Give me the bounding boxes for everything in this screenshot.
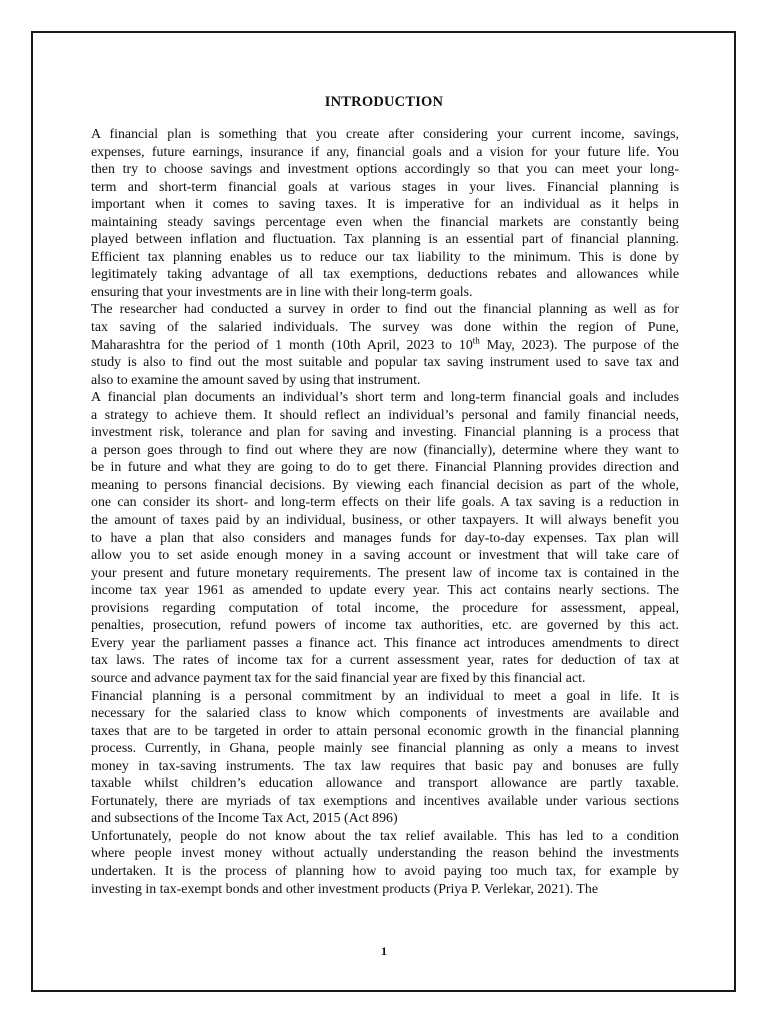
text-line: Unfortunately, people do not know about the tax relief available. This has led to a condition <box>91 828 679 844</box>
text-line: where people invest money without actually understanding the reason behind the investments <box>91 846 679 862</box>
text-line: your present and future monetary requirements. The present law of income tax is contained in the <box>91 565 679 581</box>
text-line: A financial plan is something that you create after considering your current income, savings, <box>91 127 679 142</box>
text-segment: Maharashtra for the period of 1 month (10th April, 2023 to 10 <box>91 337 473 353</box>
text-line: tax laws. The rates of income tax for a current assessment year, rates for deduction of tax at <box>91 653 679 669</box>
text-line: a strategy to achieve them. It should reflect an individual’s personal and family financial needs, <box>91 407 679 423</box>
text-segment: May, 2023). The purpose of the <box>479 337 679 353</box>
text-line: ensuring that your investments are in line with their long-term goals. <box>91 284 473 300</box>
text-line: process. Currently, in Ghana, people mainly see financial planning as only a means to invest <box>91 741 679 757</box>
text-line: legitimately taking advantage of all tax exemptions, deductions rebates and allowances while <box>91 267 679 283</box>
text-line: tax saving of the salaried individuals. The survey was done within the region of Pune, <box>91 320 679 336</box>
text-line: investment risk, tolerance and plan for saving and investing. Financial planning is a process that <box>91 425 679 441</box>
text-line: penalties, prosecution, refund powers of income tax authorities, etc. are governed by this act. <box>91 618 679 634</box>
body-text <box>91 126 679 898</box>
text-line: important when it comes to saving taxes. It is imperative for an individual as it helps in <box>91 197 679 213</box>
text-line: be in future and what they are going to do to get there. Financial Planning provides direction and <box>91 460 679 476</box>
text-line: undertaken. It is the process of planning how to avoid paying too much tax, for example by <box>91 863 679 879</box>
text-line: Financial planning is a personal commitment by an individual to meet a goal in life. It is <box>91 688 679 704</box>
text-line: taxes that are to be targeted in order to attain personal economic growth in the financial planning <box>91 723 679 739</box>
text-line: The researcher had conducted a survey in order to find out the financial planning as well as for <box>91 302 679 318</box>
page-title: INTRODUCTION <box>324 94 444 110</box>
text-line: necessary for the salaried class to know which components of investments are available and <box>91 706 679 722</box>
text-line: to have a plan that also considers and manages funds for day-to-day expenses. Tax plan will <box>91 530 679 546</box>
text-line: Fortunately, there are myriads of tax exemptions and incentives available under various sections <box>91 793 679 809</box>
text-line: a person goes through to find out where they are now (financially), determine where they want to <box>91 442 679 458</box>
text-line: Every year the parliament passes a finance act. This finance act introduces amendments to direct <box>91 635 679 651</box>
text-line: provisions regarding computation of total income, the procedure for assessment, appeal, <box>91 600 679 616</box>
text-line: income tax year 1961 as amended to update every year. This act contains nearly sections. The <box>91 583 679 599</box>
text-line <box>91 334 679 355</box>
text-line: Efficient tax planning enables us to reduce our tax liability to the minimum. This is done by <box>91 249 679 265</box>
text-line: then try to choose savings and investment options accordingly so that you can meet your long- <box>91 162 679 178</box>
text-line: the amount of taxes paid by an individual, business, or other taxpayers. It will always benefit you <box>91 513 679 529</box>
text-line: investing in tax-exempt bonds and other investment products (Priya P. Verlekar, 2021). The <box>91 881 598 897</box>
text-line: expenses, future earnings, insurance if any, financial goals and a vision for your future life. You <box>91 144 679 160</box>
text-line: played between inflation and fluctuation. Tax planning is an essential part of financial planning. <box>91 232 679 248</box>
text-line: A financial plan documents an individual’s short term and long-term financial goals and includes <box>91 390 679 406</box>
text-line: also to examine the amount saved by using that instrument. <box>91 372 421 388</box>
text-line: term and short-term financial goals at various stages in your lives. Financial planning is <box>91 179 679 195</box>
text-line: and subsections of the Income Tax Act, 2015 (Act 896) <box>91 811 398 827</box>
text-line: study is also to find out the most suitable and popular tax saving instrument used to save tax and <box>91 355 679 371</box>
text-line: one can consider its short- and long-term effects on their life goals. A tax saving is a reduction in <box>91 495 679 511</box>
text-line: maintaining steady savings percentage even when the financial markets are constantly being <box>91 214 679 230</box>
text-line: taxable whilst children’s education allowance and transport allowance are partly taxable. <box>91 776 679 792</box>
text-line: money in tax-saving instruments. The tax law requires that basic pay and bonuses are fully <box>91 758 679 774</box>
text-line: allow you to set aside enough money in a saving account or investment that will take care of <box>91 548 679 564</box>
page-number: 1 <box>381 944 387 958</box>
superscript: th <box>472 334 480 345</box>
text-line: meaning to persons financial decisions. By viewing each financial decision as part of the whole, <box>91 477 679 493</box>
text-line: source and advance payment tax for the said financial year are fixed by this financial act. <box>91 670 586 686</box>
